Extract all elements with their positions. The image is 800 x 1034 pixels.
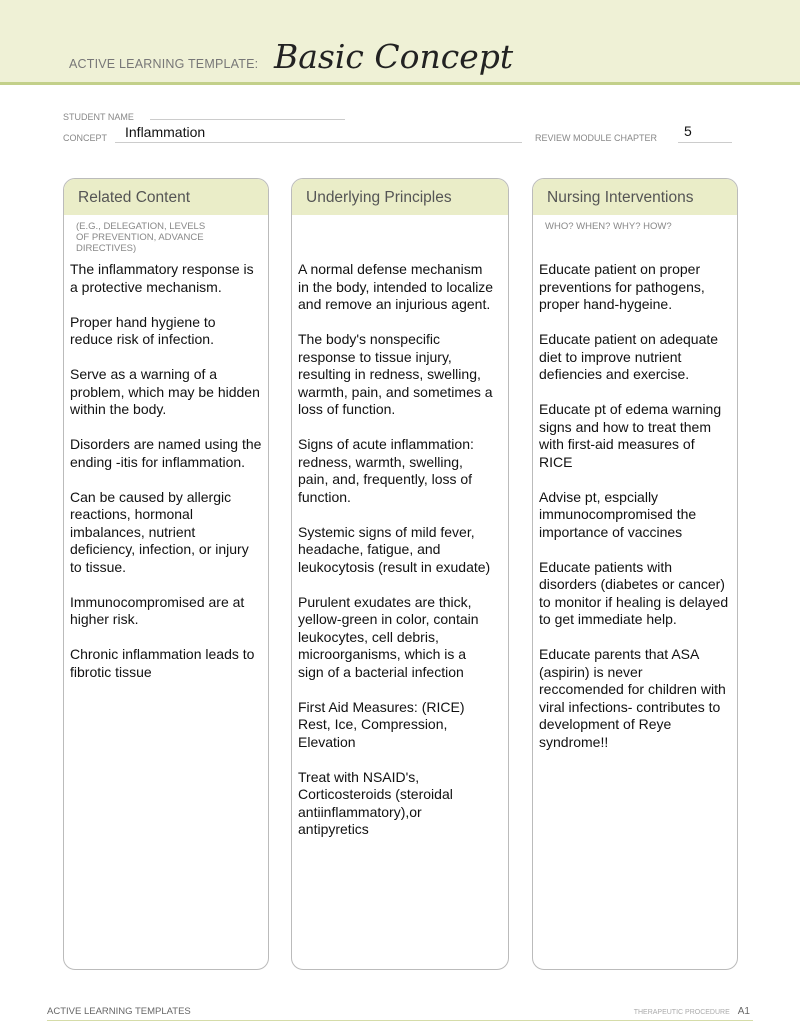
column-items: [298, 261, 494, 856]
list-item: The inflammatory response is a protective mechanism.: [70, 261, 254, 295]
column-items: [539, 261, 731, 769]
chapter-field[interactable]: [678, 141, 732, 143]
column-items: [70, 261, 262, 699]
list-item: Treat with NSAID's, Corticosteroids (steroidal antiinflammatory),or antipyretics: [298, 768, 453, 837]
chapter-label: REVIEW MODULE CHAPTER: [535, 133, 658, 143]
list-item: First Aid Measures: (RICE) Rest, Ice, Compression, Elevation: [298, 698, 465, 750]
underlying-principles-box: [291, 178, 509, 970]
concept-value: Inflammation: [125, 124, 206, 140]
list-item: Serve as a warning of a problem, which may be hidden within the body.: [70, 366, 260, 417]
footer-divider: [47, 1020, 753, 1021]
page-title: Basic Concept: [274, 37, 514, 76]
concept-field[interactable]: [115, 141, 522, 143]
concept-label: CONCEPT: [63, 133, 108, 143]
footer-section: THERAPEUTIC PROCEDURE: [633, 1009, 730, 1016]
list-item: Advise pt, espcially immunocompromised the importance of vaccines: [539, 488, 697, 540]
student-name-field[interactable]: [150, 119, 345, 120]
footer-right: [634, 1006, 750, 1017]
nursing-interventions-box: [532, 178, 738, 970]
column-title: Underlying Principles: [292, 179, 508, 215]
student-name-label: STUDENT NAME: [63, 112, 134, 122]
list-item: Educate patients with disorders (diabetes or cancer) to monitor if healing is delayed to get immediate help.: [539, 558, 729, 627]
footer-left: ACTIVE LEARNING TEMPLATES: [47, 1006, 191, 1017]
chapter-value: 5: [684, 123, 692, 139]
list-item: Disorders are named using the ending -itis for inflammation.: [70, 436, 262, 470]
column-title: Related Content: [64, 179, 268, 215]
list-item: Educate pt of edema warning signs and how to treat them with first-aid measures of RICE: [539, 401, 722, 470]
list-item: Immunocompromised are at higher risk.: [70, 593, 245, 627]
list-item: Purulent exudates are thick, yellow-green in color, contain leukocytes, cell debris, microorganisms, which is a sign of a bacterial infection: [298, 593, 479, 680]
column-title: Nursing Interventions: [533, 179, 737, 215]
column-subtitle: (E.G., DELEGATION, LEVELS OF PREVENTION, ADVANCE DIRECTIVES): [76, 221, 206, 254]
list-item: Educate parents that ASA (aspirin) is never reccomended for children with viral infections- contributes to development of Reye syndrome!!: [539, 646, 726, 750]
list-item: Educate patient on proper preventions for pathogens, proper hand-hygeine.: [539, 261, 705, 312]
list-item: Chronic inflammation leads to fibrotic tissue: [70, 646, 255, 680]
template-label: ACTIVE LEARNING TEMPLATE:: [69, 57, 259, 71]
list-item: Can be caused by allergic reactions, hormonal imbalances, nutrient deficiency, infection, or injury to tissue.: [70, 488, 249, 575]
list-item: Educate patient on adequate diet to improve nutrient defiencies and exercise.: [539, 331, 719, 382]
related-content-box: [63, 178, 269, 970]
page-number: A1: [737, 1006, 750, 1017]
column-subtitle: WHO? WHEN? WHY? HOW?: [545, 221, 672, 232]
list-item: Signs of acute inflammation: redness, warmth, swelling, pain, and, frequently, loss of function.: [298, 436, 474, 505]
list-item: Systemic signs of mild fever, headache, fatigue, and leukocytosis (result in exudate): [298, 523, 491, 575]
list-item: The body's nonspecific response to tissue injury, resulting in redness, swelling, warmth, pain, and sometimes a loss of function.: [298, 331, 493, 417]
list-item: A normal defense mechanism in the body, intended to localize and remove an injurious agent.: [298, 261, 494, 312]
list-item: Proper hand hygiene to reduce risk of infection.: [70, 313, 216, 347]
